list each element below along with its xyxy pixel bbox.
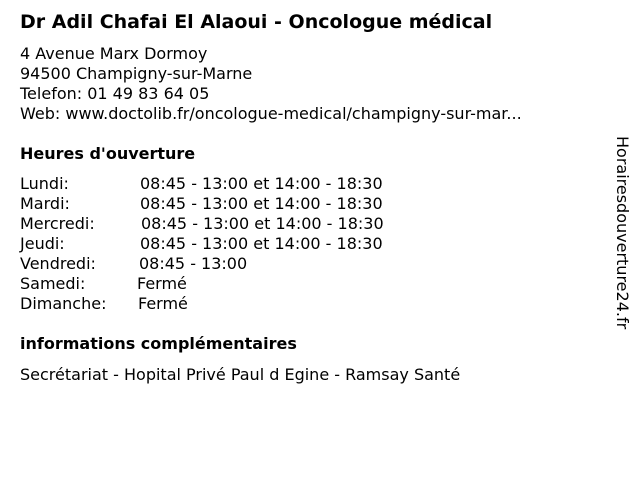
hours-value: 08:45 - 13:00 et 14:00 - 18:30 — [140, 194, 383, 213]
hours-value: 08:45 - 13:00 et 14:00 - 18:30 — [140, 234, 383, 253]
day-label: Mardi: — [20, 194, 70, 213]
additional-info-heading: informations complémentaires — [20, 334, 297, 353]
day-label: Samedi: — [20, 274, 86, 293]
hours-value: Fermé — [137, 274, 187, 293]
website-url: Web: www.doctolib.fr/oncologue-medical/champigny-sur-mar... — [20, 104, 522, 123]
day-label: Jeudi: — [20, 234, 65, 253]
additional-info-text: Secrétariat - Hopital Privé Paul d Egine - Ramsay Santé — [20, 365, 461, 384]
page-title: Dr Adil Chafai El Alaoui - Oncologue médical — [20, 11, 493, 33]
site-watermark — [611, 136, 633, 346]
address-block — [20, 44, 522, 124]
day-label: Lundi: — [20, 174, 69, 193]
hours-value: 08:45 - 13:00 et 14:00 - 18:30 — [140, 174, 383, 193]
hours-value: 08:45 - 13:00 — [139, 254, 248, 273]
opening-hours-heading: Heures d'ouverture — [20, 144, 196, 163]
hours-value: Fermé — [138, 294, 188, 313]
site-name: Horairesdouverture24.fr — [613, 136, 632, 330]
day-label: Mercredi: — [20, 214, 95, 233]
day-label: Dimanche: — [20, 294, 107, 313]
city-address: 94500 Champigny-sur-Marne — [20, 64, 253, 83]
phone-number: Telefon: 01 49 83 64 05 — [20, 84, 210, 103]
day-label: Vendredi: — [20, 254, 96, 273]
street-address: 4 Avenue Marx Dormoy — [20, 44, 208, 63]
hours-value: 08:45 - 13:00 et 14:00 - 18:30 — [141, 214, 384, 233]
